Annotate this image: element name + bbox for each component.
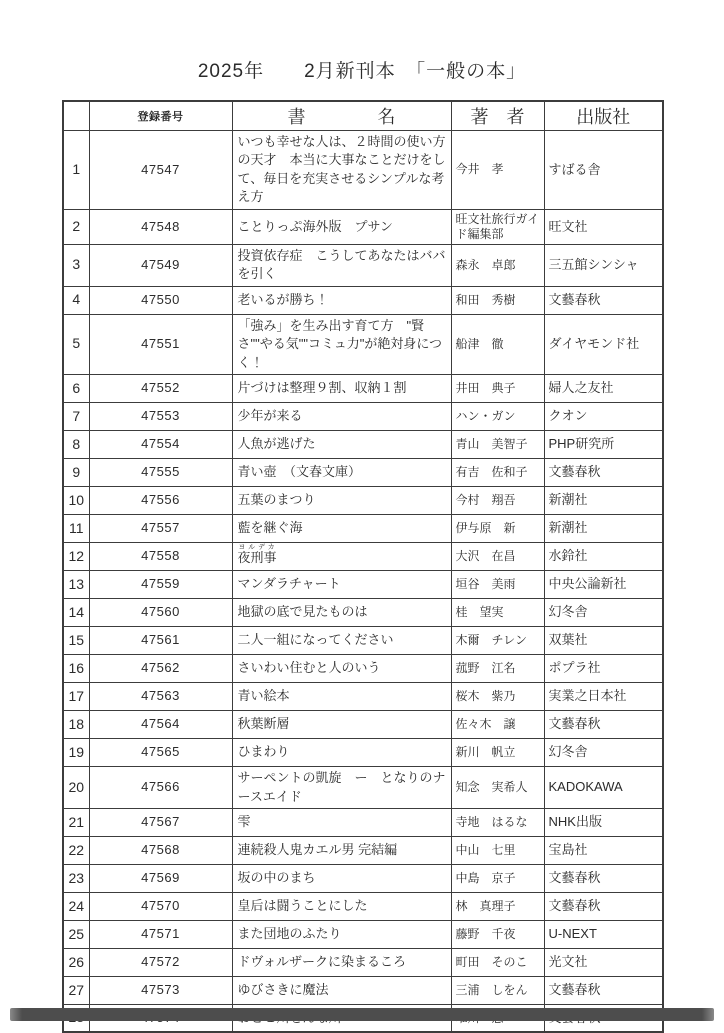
- row-author: 三浦 しをん: [451, 976, 544, 1004]
- row-publisher: 文藝春秋: [544, 459, 663, 487]
- row-author: 中島 京子: [451, 864, 544, 892]
- row-title: 藍を継ぐ海: [232, 515, 451, 543]
- table-row: [63, 487, 663, 515]
- table-row: [63, 131, 663, 210]
- row-author: 井田 典子: [451, 375, 544, 403]
- row-index: 7: [63, 403, 89, 431]
- row-index: 2: [63, 209, 89, 244]
- row-publisher: 宝島社: [544, 836, 663, 864]
- row-publisher: PHP研究所: [544, 431, 663, 459]
- table-row: [63, 948, 663, 976]
- row-index: 23: [63, 864, 89, 892]
- row-reg-no: 47550: [89, 286, 232, 314]
- table-row: [63, 543, 663, 571]
- row-reg-no: 47551: [89, 314, 232, 374]
- row-index: 14: [63, 599, 89, 627]
- row-publisher: 文藝春秋: [544, 976, 663, 1004]
- row-publisher: クオン: [544, 403, 663, 431]
- table-row: [63, 459, 663, 487]
- row-publisher: 文藝春秋: [544, 711, 663, 739]
- row-index: 5: [63, 314, 89, 374]
- row-index: 15: [63, 627, 89, 655]
- row-index: 3: [63, 244, 89, 286]
- row-index: 17: [63, 683, 89, 711]
- row-author: 寺地 はるな: [451, 808, 544, 836]
- table-row: [63, 683, 663, 711]
- row-title: さいわい住むと人のいう: [232, 655, 451, 683]
- row-author: 町田 そのこ: [451, 948, 544, 976]
- row-author: 桂 望実: [451, 599, 544, 627]
- table-row: [63, 209, 663, 244]
- row-title: 老いるが勝ち！: [232, 286, 451, 314]
- row-title: 雫: [232, 808, 451, 836]
- row-index: 13: [63, 571, 89, 599]
- table-row: [63, 515, 663, 543]
- row-publisher: 文藝春秋: [544, 864, 663, 892]
- row-index: 10: [63, 487, 89, 515]
- row-reg-no: 47552: [89, 375, 232, 403]
- row-publisher: 新潮社: [544, 515, 663, 543]
- row-index: 16: [63, 655, 89, 683]
- row-reg-no: 47569: [89, 864, 232, 892]
- row-index: 9: [63, 459, 89, 487]
- row-author: 知念 実希人: [451, 767, 544, 809]
- table-row: [63, 808, 663, 836]
- row-title: 秋葉断層: [232, 711, 451, 739]
- header-row: [63, 101, 663, 131]
- page-title: 2025年 2月新刊本 「一般の本」: [197, 61, 527, 82]
- row-author: 船津 徹: [451, 314, 544, 374]
- row-publisher: NHK出版: [544, 808, 663, 836]
- row-index: 4: [63, 286, 89, 314]
- row-reg-no: 47561: [89, 627, 232, 655]
- header-author: 著 者: [451, 101, 544, 131]
- row-author: 佐々木 譲: [451, 711, 544, 739]
- header-title: 書 名: [232, 101, 451, 131]
- row-reg-no: 47571: [89, 920, 232, 948]
- row-index: 18: [63, 711, 89, 739]
- row-index: 12: [63, 543, 89, 571]
- row-title: 連続殺人鬼カエル男 完結編: [232, 836, 451, 864]
- table-row: [63, 599, 663, 627]
- table-row: [63, 836, 663, 864]
- row-reg-no: 47564: [89, 711, 232, 739]
- table-row: [63, 711, 663, 739]
- row-publisher: 光文社: [544, 948, 663, 976]
- row-publisher: 文藝春秋: [544, 286, 663, 314]
- row-author: 中山 七里: [451, 836, 544, 864]
- row-title: 片づけは整理９割、収納１割: [232, 375, 451, 403]
- row-author: 木爾 チレン: [451, 627, 544, 655]
- row-title: 皇后は闘うことにした: [232, 892, 451, 920]
- row-author: 今村 翔吾: [451, 487, 544, 515]
- row-publisher: 中央公論新社: [544, 571, 663, 599]
- row-author: 和田 秀樹: [451, 286, 544, 314]
- row-publisher: 双葉社: [544, 627, 663, 655]
- row-author: ハン・ガン: [451, 403, 544, 431]
- row-index: 6: [63, 375, 89, 403]
- row-title: 投資依存症 こうしてあなたはババを引く: [232, 244, 451, 286]
- header-index: [63, 101, 89, 131]
- table-body: [63, 131, 663, 1033]
- table-row: [63, 655, 663, 683]
- row-title: 「強み」を生み出す育て方 "賢さ""やる気""コミュ力"が絶対身につく！: [232, 314, 451, 374]
- row-reg-no: 47563: [89, 683, 232, 711]
- row-reg-no: 47565: [89, 739, 232, 767]
- row-reg-no: 47548: [89, 209, 232, 244]
- row-reg-no: 47570: [89, 892, 232, 920]
- table-row: [63, 627, 663, 655]
- row-index: 1: [63, 131, 89, 210]
- row-index: 11: [63, 515, 89, 543]
- row-author: 新川 帆立: [451, 739, 544, 767]
- row-reg-no: 47557: [89, 515, 232, 543]
- row-author: 今井 孝: [451, 131, 544, 210]
- row-reg-no: 47562: [89, 655, 232, 683]
- row-index: 22: [63, 836, 89, 864]
- row-index: 8: [63, 431, 89, 459]
- row-publisher: KADOKAWA: [544, 767, 663, 809]
- row-author: 伊与原 新: [451, 515, 544, 543]
- table-row: [63, 976, 663, 1004]
- row-publisher: ダイヤモンド社: [544, 314, 663, 374]
- row-publisher: ポプラ社: [544, 655, 663, 683]
- row-author: 菰野 江名: [451, 655, 544, 683]
- row-index: 20: [63, 767, 89, 809]
- row-publisher: 幻冬舎: [544, 599, 663, 627]
- table-row: [63, 286, 663, 314]
- row-title: ゆびさきに魔法: [232, 976, 451, 1004]
- row-author: 森永 卓郎: [451, 244, 544, 286]
- row-title: ドヴォルザークに染まるころ: [232, 948, 451, 976]
- row-author: 有吉 佐和子: [451, 459, 544, 487]
- table-row: [63, 431, 663, 459]
- row-reg-no: 47568: [89, 836, 232, 864]
- row-publisher: U-NEXT: [544, 920, 663, 948]
- row-title: 青い壺 （文春文庫）: [232, 459, 451, 487]
- window-shadow-bar: [10, 1008, 714, 1021]
- row-reg-no: 47549: [89, 244, 232, 286]
- row-author: 大沢 在昌: [451, 543, 544, 571]
- row-reg-no: 47547: [89, 131, 232, 210]
- row-author: 青山 美智子: [451, 431, 544, 459]
- row-publisher: 幻冬舎: [544, 739, 663, 767]
- table-row: [63, 403, 663, 431]
- row-title: ひまわり: [232, 739, 451, 767]
- row-index: 24: [63, 892, 89, 920]
- table-row: [63, 571, 663, 599]
- row-title: 地獄の底で見たものは: [232, 599, 451, 627]
- row-author: 旺文社旅行ガイド編集部: [451, 209, 544, 244]
- row-reg-no: 47559: [89, 571, 232, 599]
- header-reg-no: 登録番号: [89, 101, 232, 131]
- row-index: 26: [63, 948, 89, 976]
- row-title: 夜刑事ヨルデカ: [232, 543, 451, 571]
- row-reg-no: 47572: [89, 948, 232, 976]
- table-row: [63, 767, 663, 809]
- table-row: [63, 244, 663, 286]
- row-title: サーペントの凱旋 ー となりのナースエイド: [232, 767, 451, 809]
- row-index: 25: [63, 920, 89, 948]
- row-reg-no: 47558: [89, 543, 232, 571]
- table-row: [63, 375, 663, 403]
- row-reg-no: 47553: [89, 403, 232, 431]
- row-publisher: 文藝春秋: [544, 892, 663, 920]
- row-reg-no: 47554: [89, 431, 232, 459]
- row-reg-no: 47560: [89, 599, 232, 627]
- table-row: [63, 920, 663, 948]
- table-row: [63, 314, 663, 374]
- row-publisher: 実業之日本社: [544, 683, 663, 711]
- row-title: 少年が来る: [232, 403, 451, 431]
- row-author: 桜木 紫乃: [451, 683, 544, 711]
- row-title: 二人一組になってください: [232, 627, 451, 655]
- row-reg-no: 47567: [89, 808, 232, 836]
- row-reg-no: 47556: [89, 487, 232, 515]
- row-title: ことりっぷ海外版 プサン: [232, 209, 451, 244]
- row-title: 五葉のまつり: [232, 487, 451, 515]
- table-row: [63, 864, 663, 892]
- table-row: [63, 892, 663, 920]
- table-row: [63, 739, 663, 767]
- row-publisher: すばる舎: [544, 131, 663, 210]
- row-index: 19: [63, 739, 89, 767]
- row-publisher: 婦人之友社: [544, 375, 663, 403]
- row-reg-no: 47555: [89, 459, 232, 487]
- row-publisher: 水鈴社: [544, 543, 663, 571]
- row-author: 垣谷 美雨: [451, 571, 544, 599]
- row-author: 藤野 千夜: [451, 920, 544, 948]
- row-reg-no: 47573: [89, 976, 232, 1004]
- row-title: 青い絵本: [232, 683, 451, 711]
- row-reg-no: 47566: [89, 767, 232, 809]
- book-table: [62, 100, 664, 1033]
- row-index: 27: [63, 976, 89, 1004]
- row-title: いつも幸せな人は、２時間の使い方の天才 本当に大事なことだけをして、毎日を充実させるシンプルな考え方: [232, 131, 451, 210]
- row-title: 人魚が逃げた: [232, 431, 451, 459]
- row-title: マンダラチャート: [232, 571, 451, 599]
- row-publisher: 旺文社: [544, 209, 663, 244]
- row-index: 21: [63, 808, 89, 836]
- row-publisher: 三五館シンシャ: [544, 244, 663, 286]
- row-title: また団地のふたり: [232, 920, 451, 948]
- row-title: 坂の中のまち: [232, 864, 451, 892]
- row-author: 林 真理子: [451, 892, 544, 920]
- header-publisher: 出版社: [544, 101, 663, 131]
- row-publisher: 新潮社: [544, 487, 663, 515]
